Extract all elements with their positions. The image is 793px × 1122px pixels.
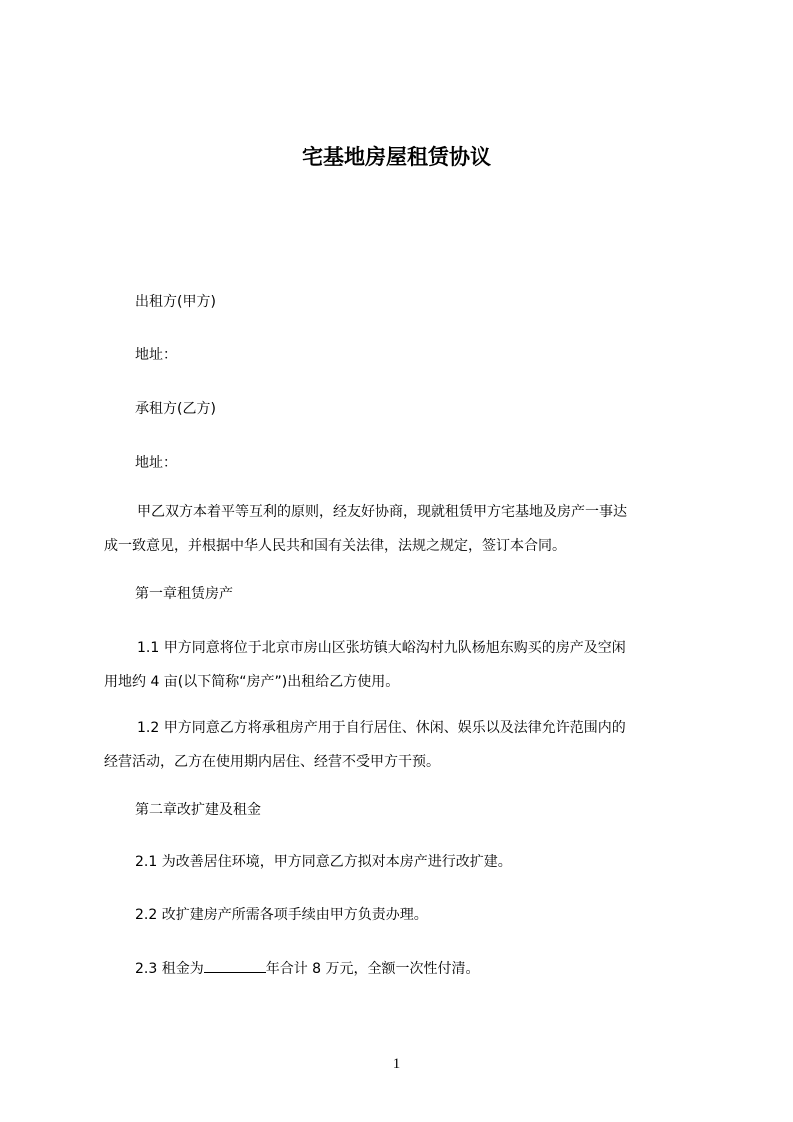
lessor-address-label: 地址： — [135, 347, 177, 363]
clause-1-2-line-2: 经营活动，乙方在使用期内居住、经营不受甲方干预。 — [104, 754, 440, 770]
clause-1-1-line-2: 用地约 4 亩(以下简称“房产”)出租给乙方使用。 — [104, 674, 400, 690]
document-title: 宅基地房屋租赁协议 — [302, 145, 491, 169]
chapter-2-heading: 第二章改扩建及租金 — [135, 802, 261, 818]
lessor-label: 出租方(甲方) — [135, 294, 216, 310]
clause-1-1 — [104, 631, 704, 699]
clause-2-1: 2.1 为改善居住环境，甲方同意乙方拟对本房产进行改扩建。 — [135, 854, 512, 870]
clause-1-2 — [104, 711, 704, 779]
page-number: 1 — [392, 1056, 401, 1072]
clause-2-3-before-blank: 2.3 租金为 — [135, 961, 204, 977]
clause-2-3 — [135, 957, 703, 981]
clause-1-1-line-1: 1.1 甲方同意将位于北京市房山区张坊镇大峪沟村九队杨旭东购买的房产及空闲 — [137, 640, 626, 656]
lessee-address-label: 地址： — [135, 455, 177, 471]
clause-2-3-after-blank: 年合计 8 万元，全额一次性付清。 — [265, 961, 480, 977]
chapter-1-heading: 第一章租赁房产 — [135, 586, 233, 602]
preamble-paragraph — [104, 495, 704, 563]
clause-2-2: 2.2 改扩建房产所需各项手续由甲方负责办理。 — [135, 907, 428, 923]
rent-blank-line — [204, 958, 266, 973]
preamble-line-2: 成一致意见，并根据中华人民共和国有关法律，法规之规定，签订本合同。 — [104, 538, 566, 554]
preamble-line-1: 甲乙双方本着平等互利的原则，经友好协商，现就租赁甲方宅基地及房产一事达 — [137, 504, 627, 520]
lessee-label: 承租方(乙方) — [135, 401, 216, 417]
clause-1-2-line-1: 1.2 甲方同意乙方将承租房产用于自行居住、休闲、娱乐以及法律允许范围内的 — [137, 720, 626, 736]
